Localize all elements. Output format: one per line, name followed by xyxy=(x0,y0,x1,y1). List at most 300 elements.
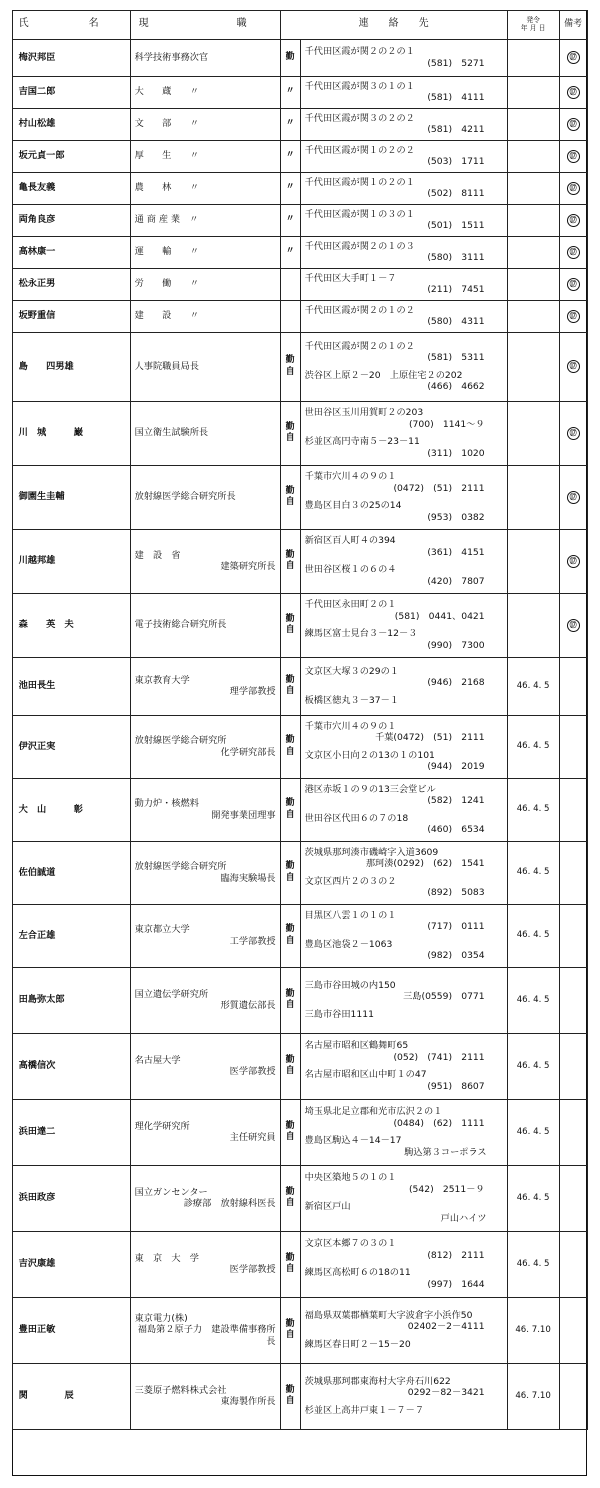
contact-info xyxy=(300,1165,507,1231)
contact-type xyxy=(280,715,300,778)
remarks xyxy=(559,300,587,332)
appointment-date xyxy=(507,268,559,300)
contact-info xyxy=(300,1297,507,1363)
work-contact xyxy=(305,1238,503,1261)
current-post xyxy=(130,841,280,904)
header-contact: 連 絡 先 xyxy=(280,10,507,39)
person-name xyxy=(12,967,130,1033)
contact-info xyxy=(300,401,507,465)
appointment-date xyxy=(507,593,559,657)
current-post xyxy=(130,140,280,172)
person-name xyxy=(12,1363,130,1429)
person-name-text: 坂野重信 xyxy=(18,310,56,322)
post-line-1: 三菱原子燃料株式会社 xyxy=(134,1384,227,1396)
current-post xyxy=(130,236,280,268)
appointment-date: 46. 4. 5 xyxy=(507,967,559,1033)
contact-type-work: 勤 xyxy=(285,421,295,432)
contact-type xyxy=(280,76,300,108)
person-name xyxy=(12,108,130,140)
table-row xyxy=(12,236,587,268)
header-name xyxy=(12,10,130,39)
home-address: 新宿区戸山 xyxy=(304,1201,351,1213)
contact-type-work: 勤 xyxy=(285,674,295,685)
contact-type-work: 勤 xyxy=(285,988,295,999)
contact-type xyxy=(280,904,300,967)
contact-type-home: 自 xyxy=(285,1330,295,1341)
post-line-1: 建 設 省 xyxy=(134,549,181,561)
current-post xyxy=(130,1165,280,1231)
table-row xyxy=(12,108,587,140)
work-contact xyxy=(305,1310,503,1333)
table-row xyxy=(12,1231,587,1297)
home-address: 世田谷区桜１の６の４ xyxy=(304,564,397,576)
contact-type-work: 勤 xyxy=(285,485,295,496)
post-line-1: 放射線医学総合研究所 xyxy=(134,861,227,873)
work-phone: (580) 3111 xyxy=(427,252,485,264)
table-row xyxy=(12,268,587,300)
current-post xyxy=(130,1363,280,1429)
contact-type-home: 自 xyxy=(285,1396,295,1407)
work-phone: (582) 1241 xyxy=(427,795,485,807)
work-contact xyxy=(305,784,503,807)
remark-seal: ⑰ xyxy=(567,118,580,131)
contact-type xyxy=(280,1033,300,1099)
work-contact xyxy=(305,145,503,168)
post-line-1: 理化学研究所 xyxy=(134,1120,190,1132)
header-name-char-2: 名 xyxy=(88,18,99,30)
remarks xyxy=(559,465,587,529)
remark-seal: ⑰ xyxy=(567,310,580,323)
home-address: 文京区小日向２の13の１の101 xyxy=(304,749,435,761)
person-name-text: 浜田達二 xyxy=(18,1126,56,1138)
work-contact xyxy=(305,113,503,136)
person-name-text: 伊沢正実 xyxy=(18,740,56,752)
table-row xyxy=(12,593,587,657)
table-row xyxy=(12,778,587,841)
work-address: 名古屋市昭和区鶴舞町65 xyxy=(304,1040,409,1052)
contact-info xyxy=(300,268,507,300)
current-post xyxy=(130,39,280,76)
home-contact xyxy=(305,370,503,393)
work-contact xyxy=(305,1172,503,1195)
person-name-text: 高橋信次 xyxy=(18,1060,56,1072)
work-contact xyxy=(305,241,503,264)
remarks xyxy=(559,39,587,76)
home-contact xyxy=(305,500,503,523)
table-row xyxy=(12,172,587,204)
home-address: 文京区西片２の３の２ xyxy=(304,875,397,887)
home-phone: (953) 0382 xyxy=(427,511,485,523)
person-name xyxy=(12,715,130,778)
table-row xyxy=(12,904,587,967)
appointment-date: 46. 4. 5 xyxy=(507,1165,559,1231)
post-line-2: 建築研究所長 xyxy=(220,561,276,573)
work-phone: (0484) (62) 1111 xyxy=(393,1117,485,1129)
table-body xyxy=(12,39,587,1429)
person-name-text: 豊田正敏 xyxy=(18,1324,56,1336)
post-line-2: 工学部教授 xyxy=(229,935,276,947)
home-contact xyxy=(305,876,503,899)
home-contact xyxy=(305,1135,503,1158)
person-name-text: 両角良彦 xyxy=(18,214,56,226)
header-date-line-1: 発令 xyxy=(526,16,540,25)
work-contact xyxy=(305,847,503,870)
person-name xyxy=(12,465,130,529)
work-address: 千代田区大手町１－７ xyxy=(304,272,397,284)
home-contact xyxy=(305,939,503,962)
current-post xyxy=(130,268,280,300)
post-line-1: 運 輸 〃 xyxy=(134,246,199,258)
work-address: 埼玉県北足立郡和光市広沢２の１ xyxy=(304,1106,443,1118)
work-contact xyxy=(305,910,503,933)
person-name xyxy=(12,841,130,904)
person-name-text: 関 辰 xyxy=(18,1390,74,1402)
table-row xyxy=(12,332,587,401)
remarks xyxy=(559,108,587,140)
contact-type xyxy=(280,300,300,332)
post-line-2: 化学研究部長 xyxy=(220,746,276,758)
person-name-text: 佐伯誠道 xyxy=(18,866,56,878)
table-row xyxy=(12,465,587,529)
remarks xyxy=(559,1231,587,1297)
remarks xyxy=(559,715,587,778)
current-post xyxy=(130,465,280,529)
remark-seal: ⑰ xyxy=(567,360,580,373)
contact-info xyxy=(300,76,507,108)
remark-seal: ⑰ xyxy=(567,182,580,195)
contact-type-home: 自 xyxy=(285,433,295,444)
appointment-date xyxy=(507,76,559,108)
work-contact xyxy=(305,666,503,689)
contact-type-work: 勤 xyxy=(285,735,295,746)
home-contact xyxy=(305,564,503,587)
contact-type-work: 勤 xyxy=(285,549,295,560)
person-name xyxy=(12,904,130,967)
post-line-1: 科学技術事務次官 xyxy=(134,51,209,63)
work-address: 文京区大塚３の29の１ xyxy=(304,665,399,677)
work-phone: (946) 2168 xyxy=(427,677,485,689)
remarks xyxy=(559,401,587,465)
contact-info xyxy=(300,1033,507,1099)
contact-type-home: 自 xyxy=(285,809,295,820)
personnel-table xyxy=(12,10,588,1430)
contact-type xyxy=(280,268,300,300)
person-name-text: 浜田政彦 xyxy=(18,1192,56,1204)
contact-info xyxy=(300,529,507,593)
work-phone: (581) 5271 xyxy=(427,57,485,69)
person-name-text: 池田長生 xyxy=(18,680,56,692)
person-name xyxy=(12,268,130,300)
work-address: 千代田区霞が関３の２の２ xyxy=(304,112,415,124)
table-row xyxy=(12,76,587,108)
table-row xyxy=(12,1297,587,1363)
remark-seal: ⑰ xyxy=(567,86,580,99)
person-name xyxy=(12,401,130,465)
contact-type-home: 自 xyxy=(285,366,295,377)
work-contact xyxy=(305,1376,503,1399)
home-phone: (944) 2019 xyxy=(427,761,485,773)
remarks xyxy=(559,332,587,401)
work-phone: (812) 2111 xyxy=(427,1249,485,1261)
contact-type-home: 自 xyxy=(285,625,295,636)
remarks xyxy=(559,76,587,108)
contact-type xyxy=(280,332,300,401)
contact-info xyxy=(300,967,507,1033)
appointment-date xyxy=(507,204,559,236)
remarks xyxy=(559,1099,587,1165)
work-phone: 三島(0559) 0771 xyxy=(403,991,485,1003)
remark-seal: ⑰ xyxy=(567,491,580,504)
post-line-1: 労 働 〃 xyxy=(134,278,199,290)
home-phone: (951) 8607 xyxy=(427,1080,485,1092)
home-contact xyxy=(305,436,503,459)
work-phone: (502) 8111 xyxy=(427,188,485,200)
home-contact xyxy=(305,813,503,836)
home-address: 三島市谷田1111 xyxy=(304,1008,374,1020)
header-date-line-2: 年 月 日 xyxy=(520,23,546,32)
appointment-date xyxy=(507,465,559,529)
work-phone: (581) 0441、0421 xyxy=(394,610,485,622)
contact-type-home: 自 xyxy=(285,935,295,946)
table-row xyxy=(12,39,587,76)
contact-type-work: 〃 xyxy=(285,214,295,225)
work-contact xyxy=(305,407,503,430)
work-phone: (0472) (51) 2111 xyxy=(393,482,485,494)
remarks xyxy=(559,593,587,657)
contact-info xyxy=(300,778,507,841)
contact-info xyxy=(300,39,507,76)
person-name xyxy=(12,332,130,401)
contact-type xyxy=(280,172,300,204)
person-name xyxy=(12,1033,130,1099)
table-row xyxy=(12,300,587,332)
contact-type xyxy=(280,108,300,140)
work-phone: (717) 0111 xyxy=(427,921,485,933)
work-phone: 02402－2－4111 xyxy=(407,1321,485,1333)
appointment-date: 46. 4. 5 xyxy=(507,1231,559,1297)
work-phone: 千葉(0472) (51) 2111 xyxy=(375,732,485,744)
table-row xyxy=(12,841,587,904)
work-address: 千代田区霞が関２の２の１ xyxy=(304,46,415,58)
person-name xyxy=(12,1099,130,1165)
work-phone: 那珂湊(0292) (62) 1541 xyxy=(365,858,485,870)
home-address: 練馬区春日町２－15－20 xyxy=(304,1338,411,1350)
remarks xyxy=(559,778,587,841)
person-name xyxy=(12,39,130,76)
contact-type xyxy=(280,1231,300,1297)
contact-type xyxy=(280,236,300,268)
contact-type xyxy=(280,841,300,904)
home-address: 世田谷区代田６の７の18 xyxy=(304,812,409,824)
contact-type-home: 自 xyxy=(285,872,295,883)
contact-info xyxy=(300,332,507,401)
table-row xyxy=(12,1363,587,1429)
work-phone: 0292－82－3421 xyxy=(407,1387,485,1399)
work-contact xyxy=(305,81,503,104)
contact-type-work: 勤 xyxy=(285,1186,295,1197)
appointment-date xyxy=(507,140,559,172)
work-address: 千葉市穴川４の９の１ xyxy=(304,720,397,732)
work-contact xyxy=(305,599,503,622)
contact-info xyxy=(300,841,507,904)
remarks xyxy=(559,1033,587,1099)
post-line-2: 医学部教授 xyxy=(229,1066,276,1078)
remark-seal: ⑰ xyxy=(567,51,580,64)
contact-type-home: 自 xyxy=(285,1132,295,1143)
header-post-char-2: 職 xyxy=(236,18,247,30)
current-post xyxy=(130,401,280,465)
contact-type-home: 自 xyxy=(285,1000,295,1011)
contact-type-work: 〃 xyxy=(285,246,295,257)
home-address: 杉並区高円寺南５－23－11 xyxy=(304,436,420,448)
current-post xyxy=(130,1033,280,1099)
contact-type-work: 〃 xyxy=(285,182,295,193)
appointment-date xyxy=(507,172,559,204)
post-line-1: 放射線医学総合研究所長 xyxy=(134,491,236,503)
header-post xyxy=(130,10,280,39)
contact-info xyxy=(300,904,507,967)
current-post xyxy=(130,778,280,841)
contact-type xyxy=(280,657,300,715)
person-name xyxy=(12,204,130,236)
home-address: 練馬区高松町６の18の11 xyxy=(304,1267,411,1279)
contact-type-work: 勤 xyxy=(285,1120,295,1131)
appointment-date xyxy=(507,332,559,401)
work-address: 千代田区霞が関１の２の１ xyxy=(304,176,415,188)
work-phone: (503) 1711 xyxy=(427,156,485,168)
contact-info xyxy=(300,300,507,332)
work-address: 千代田区霞が関３の１の１ xyxy=(304,80,415,92)
appointment-date xyxy=(507,39,559,76)
contact-info xyxy=(300,1363,507,1429)
current-post xyxy=(130,593,280,657)
work-contact xyxy=(305,341,503,364)
current-post xyxy=(130,904,280,967)
header-row xyxy=(12,10,587,39)
remarks xyxy=(559,1363,587,1429)
appointment-date xyxy=(507,236,559,268)
appointment-date: 46. 4. 5 xyxy=(507,904,559,967)
home-phone: (892) 5083 xyxy=(427,887,485,899)
contact-type xyxy=(280,778,300,841)
home-contact xyxy=(305,1201,503,1224)
table-row xyxy=(12,529,587,593)
table-row xyxy=(12,715,587,778)
home-contact xyxy=(305,1405,503,1417)
contact-type-work: 勤 xyxy=(285,1318,295,1329)
appointment-date xyxy=(507,529,559,593)
current-post xyxy=(130,76,280,108)
header-name-char-1: 氏 xyxy=(18,18,29,30)
post-line-1: 建 設 〃 xyxy=(134,310,199,322)
contact-info xyxy=(300,715,507,778)
work-address: 三島市谷田城の内150 xyxy=(304,979,396,991)
contact-type-work: 勤 xyxy=(285,355,295,366)
contact-type-work: 勤 xyxy=(285,613,295,624)
person-name xyxy=(12,529,130,593)
post-line-1: 国立ガンセンター xyxy=(134,1186,208,1198)
home-phone: (982) 0354 xyxy=(427,950,485,962)
person-name-text: 大 山 彰 xyxy=(18,803,83,815)
home-phone: (420) 7807 xyxy=(427,575,485,587)
post-line-1: 放射線医学総合研究所 xyxy=(134,735,227,747)
contact-type-work: 勤 xyxy=(285,1252,295,1263)
person-name xyxy=(12,140,130,172)
work-address: 千代田区霞が関１の３の１ xyxy=(304,208,415,220)
contact-type-work: 勤 xyxy=(285,798,295,809)
work-address: 世田谷区玉川用賀町２の203 xyxy=(304,407,424,419)
contact-info xyxy=(300,1231,507,1297)
home-building: 駒込第３コーポラス xyxy=(404,1146,487,1158)
contact-type-work: 勤 xyxy=(285,1054,295,1065)
table-row xyxy=(12,401,587,465)
post-line-1: 電子技術総合研究所長 xyxy=(134,619,227,631)
contact-type xyxy=(280,529,300,593)
remarks xyxy=(559,1165,587,1231)
contact-info xyxy=(300,108,507,140)
appointment-date: 46. 4. 5 xyxy=(507,715,559,778)
home-address: 渋谷区上原２－20 上原住宅２の202 xyxy=(304,369,463,381)
contact-type-work: 勤 xyxy=(285,1384,295,1395)
person-name xyxy=(12,236,130,268)
post-line-2: 診療部 放射線科医長 xyxy=(183,1198,276,1210)
contact-type xyxy=(280,1363,300,1429)
appointment-date: 46. 4. 5 xyxy=(507,841,559,904)
post-line-2: 理学部教授 xyxy=(229,686,276,698)
contact-type-work: 〃 xyxy=(285,150,295,161)
work-contact xyxy=(305,305,503,328)
post-line-1: 国立衛生試験所長 xyxy=(134,427,209,439)
work-contact xyxy=(305,1106,503,1129)
work-address: 千代田区霞が関１の２の２ xyxy=(304,144,415,156)
post-line-2: 臨海実験場長 xyxy=(220,872,276,884)
person-name-text: 森 英 夫 xyxy=(18,619,74,631)
post-line-2: 主任研究員 xyxy=(229,1132,276,1144)
contact-info xyxy=(300,465,507,529)
contact-type-work: 勤 xyxy=(285,861,295,872)
remark-seal: ⑰ xyxy=(567,555,580,568)
current-post xyxy=(130,1231,280,1297)
person-name-text: 川越邦雄 xyxy=(18,555,56,567)
current-post xyxy=(130,204,280,236)
work-contact xyxy=(305,209,503,232)
current-post xyxy=(130,529,280,593)
person-name-text: 田島弥太郎 xyxy=(18,994,65,1006)
contact-type xyxy=(280,204,300,236)
post-line-1: 東京都立大学 xyxy=(134,924,190,936)
work-address: 新宿区百人町４の394 xyxy=(304,535,396,547)
contact-info xyxy=(300,1099,507,1165)
work-phone: (052) (741) 2111 xyxy=(393,1051,485,1063)
remarks xyxy=(559,236,587,268)
work-phone: (542) 2511－９ xyxy=(408,1183,485,1195)
contact-type xyxy=(280,967,300,1033)
post-line-1: 東京教育大学 xyxy=(134,674,190,686)
remarks xyxy=(559,140,587,172)
work-address: 文京区本郷７の３の１ xyxy=(304,1238,397,1250)
document-sheet xyxy=(12,10,587,1476)
contact-type-work: 勤 xyxy=(285,51,295,62)
contact-type-work: 勤 xyxy=(285,924,295,935)
home-contact xyxy=(305,1267,503,1290)
person-name-text: 吉沢康雄 xyxy=(18,1258,56,1270)
post-line-2: 開発事業団理事 xyxy=(211,809,276,821)
work-contact xyxy=(305,273,503,296)
contact-type-home: 自 xyxy=(285,686,295,697)
work-address: 目黒区八雲１の１の１ xyxy=(304,909,397,921)
work-phone: (501) 1511 xyxy=(427,220,485,232)
appointment-date: 46. 4. 5 xyxy=(507,778,559,841)
